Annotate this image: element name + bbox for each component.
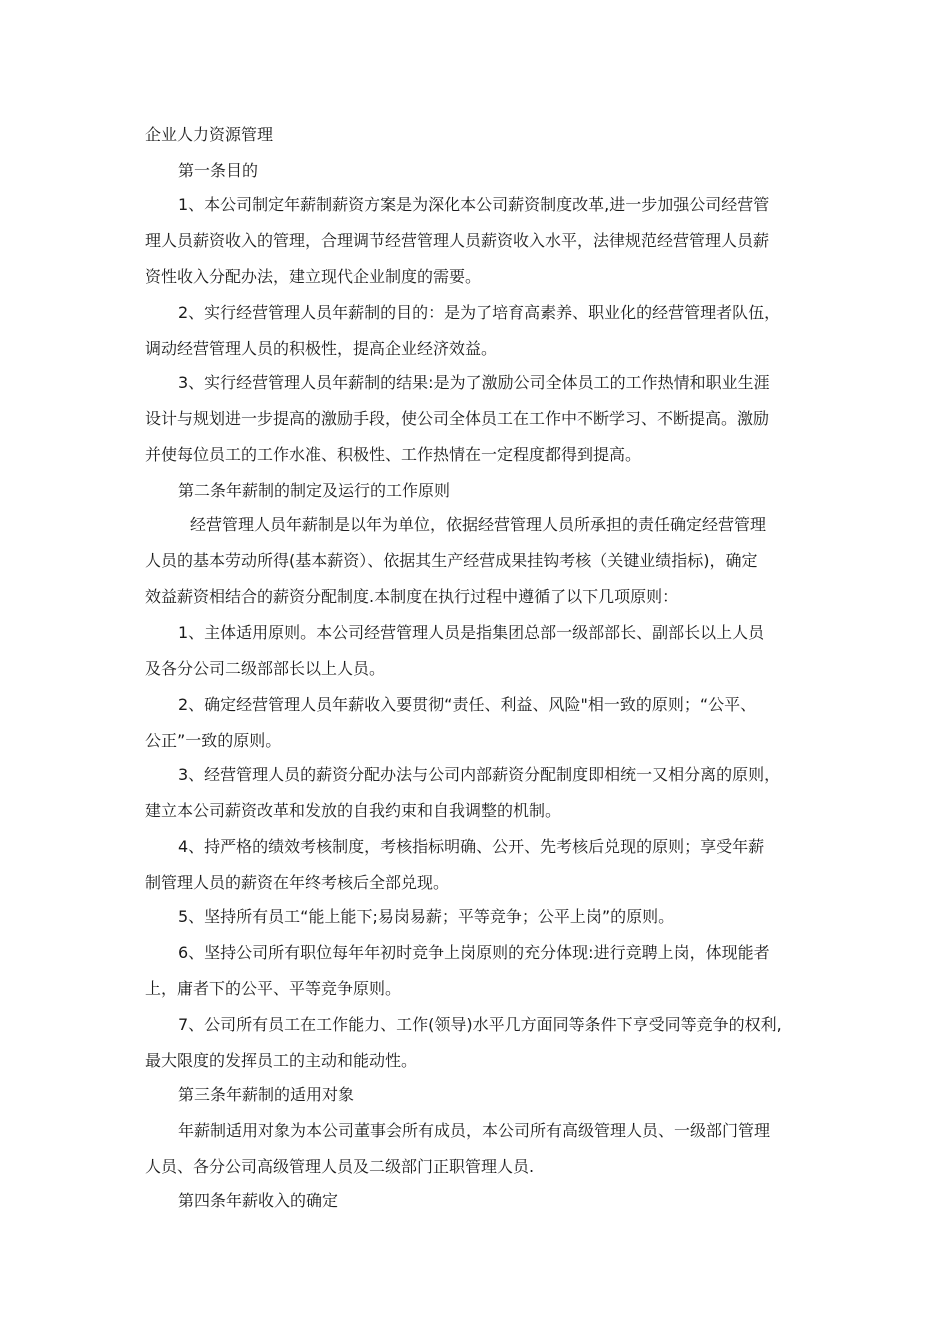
paragraph-line: 最大限度的发挥员工的主动和能动性。 [145,1051,418,1070]
paragraph-line: 5、坚持所有员工“能上能下;易岗易薪；平等竞争；公平上岗”的原则。 [178,907,675,926]
paragraph-line: 7、公司所有员工在工作能力、工作(领导)水平几方面同等条件下亨受同等竞争的权利, [178,1015,782,1034]
paragraph-line: 人员的基本劳动所得(基本薪资）、依据其生产经营成果挂钩考核（关键业绩指标)，确定 [145,551,758,570]
paragraph-line: 效益薪资相结合的薪资分配制度.本制度在执行过程中遵循了以下几项原则： [145,587,679,606]
paragraph-line: 3、实行经营管理人员年薪制的结果:是为了激励公司全体员工的工作热情和职业生涯 [178,373,770,392]
paragraph-line: 资性收入分配办法，建立现代企业制度的需要。 [145,267,482,286]
section-heading: 第二条年薪制的制定及运行的工作原则 [178,481,451,500]
paragraph-line: 经营管理人员年薪制是以年为单位，依据经营管理人员所承担的责任确定经营管理 [190,515,767,534]
section-heading: 第三条年薪制的适用对象 [178,1085,355,1104]
paragraph-line: 1、主体适用原则。本公司经营管理人员是指集团总部一级部部长、副部长以上人员 [178,623,765,642]
paragraph-line: 制管理人员的薪资在年终考核后全部兑现。 [145,873,450,892]
paragraph-line: 3、经营管理人员的薪资分配办法与公司内部薪资分配制度即相统一又相分离的原则， [178,765,781,784]
paragraph-line: 调动经营管理人员的积极性，提高企业经济效益。 [145,339,498,358]
paragraph-line: 年薪制适用对象为本公司董事会所有成员，本公司所有高级管理人员、一级部门管理 [178,1121,771,1140]
paragraph-line: 人员、各分公司高级管理人员及二级部门正职管理人员. [145,1157,535,1176]
paragraph-line: 2、实行经营管理人员年薪制的目的：是为了培育高素养、职业化的经营管理者队伍， [178,303,781,322]
paragraph-line: 建立本公司薪资改革和发放的自我约束和自我调整的机制。 [145,801,562,820]
paragraph-line: 理人员薪资收入的管理，合理调节经营管理人员薪资收入水平，法律规范经营管理人员薪 [145,231,770,250]
paragraph-line: 设计与规划进一步提高的激励手段，使公司全体员工在工作中不断学习、不断提高。激励 [145,409,770,428]
paragraph-line: 及各分公司二级部部长以上人员。 [145,659,386,678]
document-title: 企业人力资源管理 [145,125,274,144]
paragraph-line: 6、坚持公司所有职位每年年初时竞争上岗原则的充分体现:进行竞聘上岗，体现能者 [178,943,770,962]
paragraph-line: 4、持严格的绩效考核制度，考核指标明确、公开、先考核后兑现的原则；享受年薪 [178,837,765,856]
paragraph-line: 1、本公司制定年薪制薪资方案是为深化本公司薪资制度改革,进一步加强公司经营管 [178,195,770,214]
paragraph-line: 上，庸者下的公平、平等竞争原则。 [145,979,402,998]
section-heading: 第一条目的 [178,161,259,180]
paragraph-line: 公正”一致的原则。 [145,731,282,750]
section-heading: 第四条年薪收入的确定 [178,1191,339,1210]
paragraph-line: 2、确定经营管理人员年薪收入要贯彻“责任、利益、风险"相一致的原则；“公平、 [178,695,757,714]
paragraph-line: 并使每位员工的工作水准、积极性、工作热情在一定程度都得到提高。 [145,445,642,464]
